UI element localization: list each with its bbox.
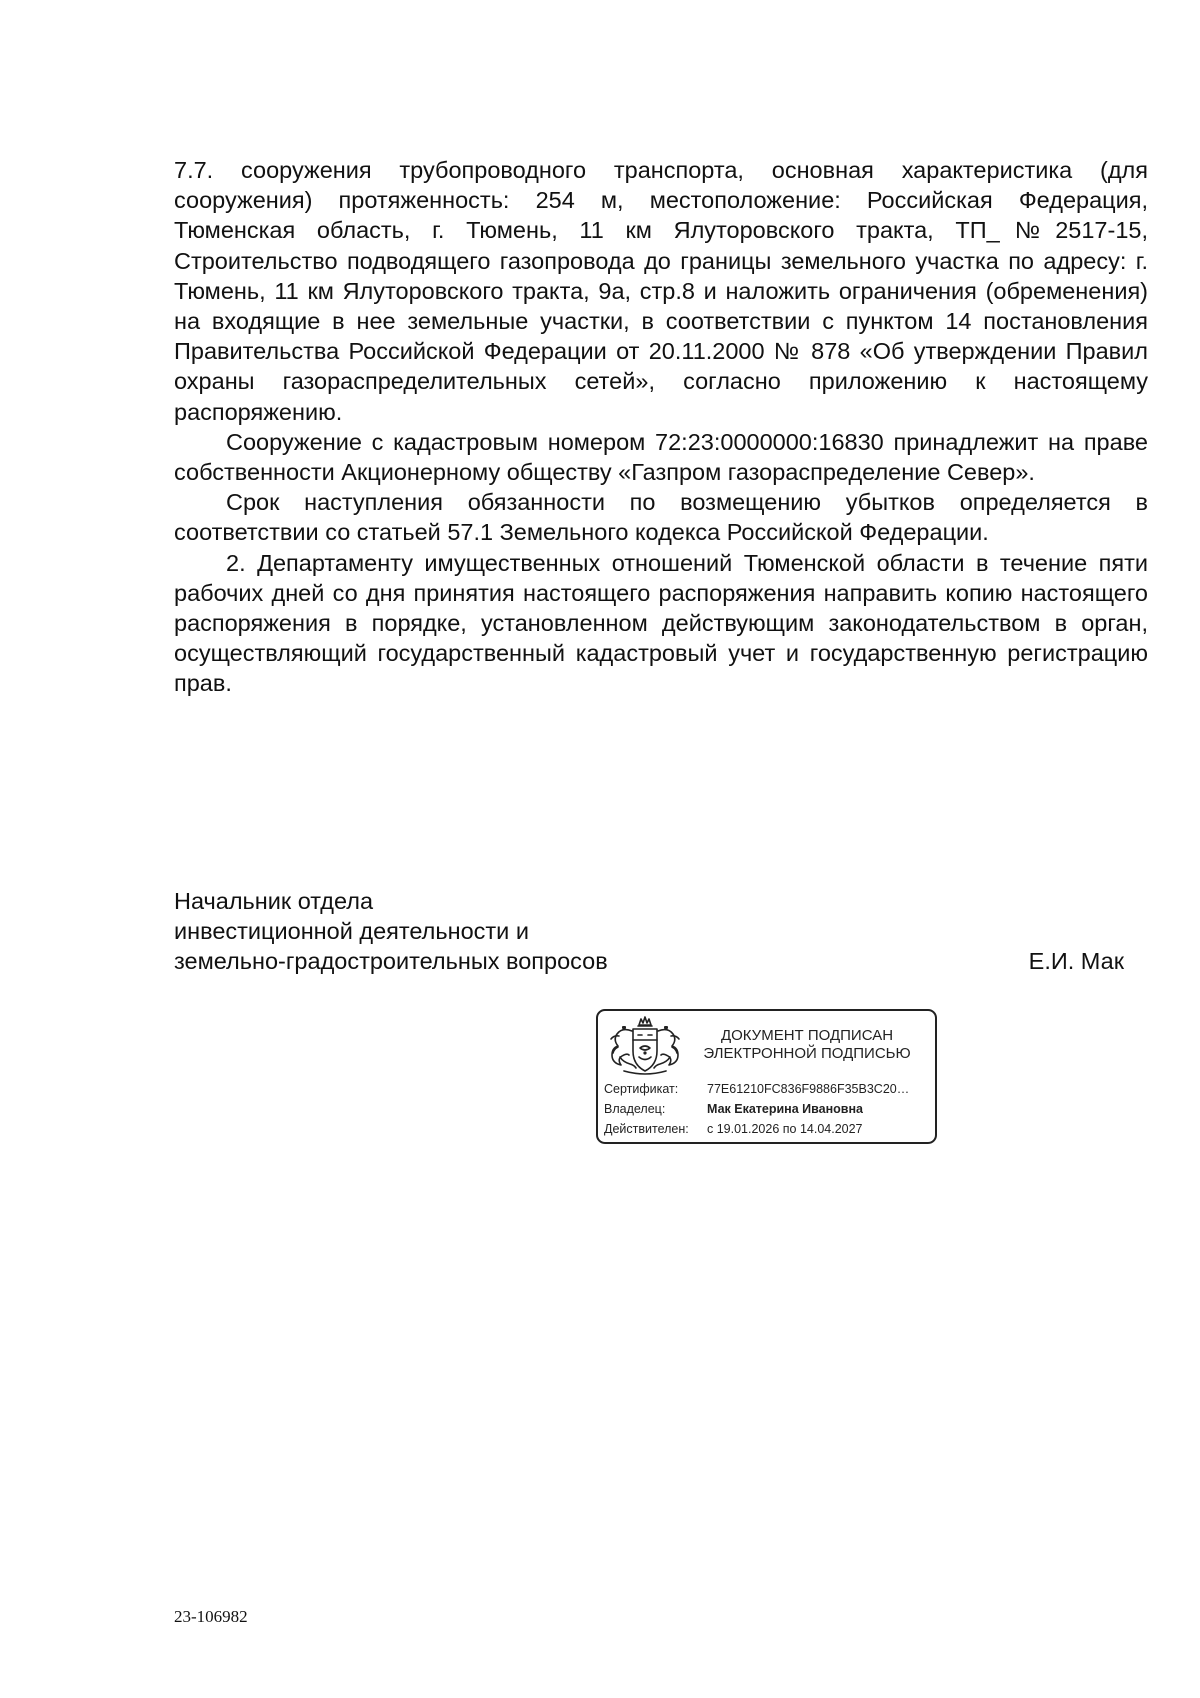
paragraph-ownership: Сооружение с кадастровым номером 72:23:0000000:16830 принадлежит на праве собственности Акционерному обществу «Газпром газораспределение Север».: [174, 428, 1148, 486]
signatory-name: Е.И. Мак: [1028, 948, 1124, 975]
signatory-position-line-1: Начальник отдела: [174, 888, 374, 914]
stamp-validity-value: с 19.01.2026 по 14.04.2027: [707, 1122, 863, 1136]
stamp-validity-row: [604, 1121, 863, 1137]
stamp-owner-value: Мак Екатерина Ивановна: [707, 1102, 863, 1116]
stamp-certificate-value: 77E61210FC836F9886F35B3C20…: [707, 1082, 910, 1096]
electronic-signature-stamp: [596, 1009, 937, 1144]
document-number: 23-106982: [174, 1607, 248, 1626]
stamp-title-line-1: ДОКУМЕНТ ПОДПИСАН: [720, 1027, 894, 1044]
stamp-title-line-2: ЭЛЕКТРОННОЙ ПОДПИСЬЮ: [703, 1045, 911, 1062]
stamp-validity-label: Действителен:: [604, 1122, 689, 1136]
stamp-certificate-row: [604, 1081, 909, 1097]
signatory-position-line-3: земельно-градостроительных вопросов: [174, 948, 608, 975]
paragraph-compensation: Срок наступления обязанности по возмещению убытков определяется в соответствии со статьей 57.1 Земельного кодекса Российской Федерации.: [174, 489, 1148, 546]
stamp-certificate-label: Сертификат:: [604, 1082, 679, 1096]
signature-block: [174, 886, 1124, 977]
stamp-owner-row: [604, 1101, 863, 1117]
signatory-position-line-2: инвестиционной деятельности и: [174, 918, 529, 945]
paragraph-item-7-7: 7.7. сооружения трубопроводного транспорта, основная характеристика (для сооружения) протяженность: 254 м, местоположение: Российская Федерация, Тюменская область, г. Тюмень, 11 км Ялуторовского тракта, ТП_№2517-15, Строительство подводящего газопровода до границы земельного участка по адресу: г. Тюмень, 11 км Ялуторовского тракта, 9а, стр.8 и наложить ограничения (обременения) на входящие в нее земельные участки, в соответствии с пунктом 14 постановления Правительства Российской Федерации от 20.11.2000 № 878 «Об утверждении Правил охраны газораспределительных сетей», согласно приложению к настоящему распоряжению.: [174, 157, 1148, 425]
coat-of-arms-icon: [606, 1015, 684, 1077]
stamp-owner-label: Владелец:: [604, 1102, 666, 1116]
paragraph-item-2: 2. Департаменту имущественных отношений Тюменской области в течение пяти рабочих дней со дня принятия настоящего распоряжения направить копию настоящего распоряжения в порядке, установленном действующим законодательством в орган, осуществляющий государственный кадастровый учет и государственную регистрацию прав.: [174, 549, 1148, 697]
stamp-title: [682, 1027, 932, 1063]
document-body: [174, 155, 1148, 699]
